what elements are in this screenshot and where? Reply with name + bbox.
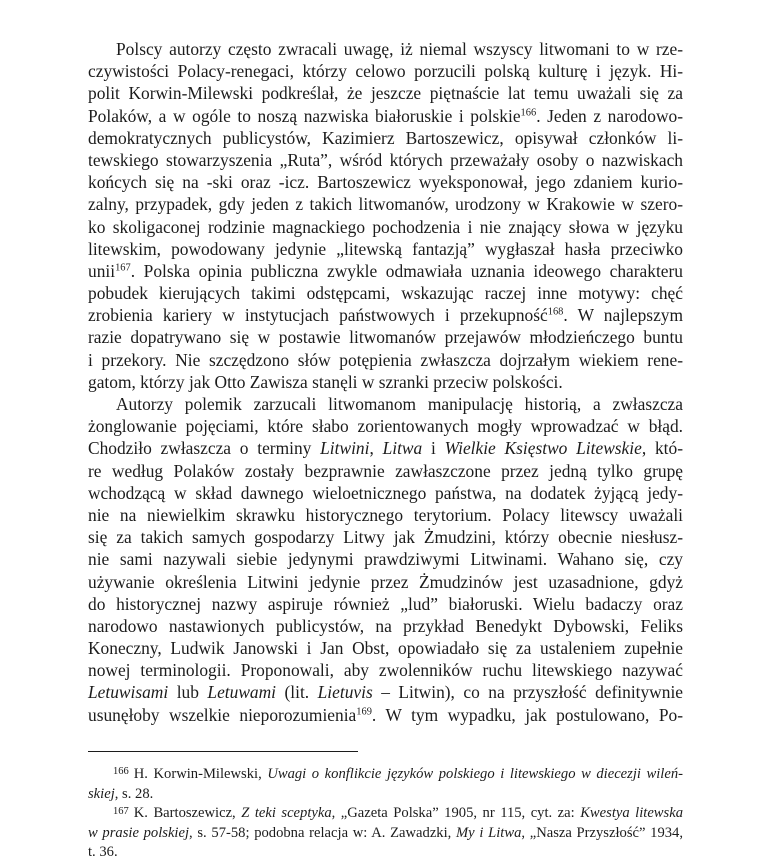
- footnote-number: 166: [113, 766, 129, 778]
- italic-text: skiej: [88, 785, 115, 802]
- main-text: [88, 38, 683, 726]
- text-segment: i: [422, 438, 445, 459]
- text-segment: zalny, przypadek, gdy jeden z takich litwomanów, urodzony w Krakowie w szero-: [88, 194, 683, 215]
- italic-text: w prasie polskiej: [88, 824, 190, 841]
- text-segment: re według Polaków zostały bezprawnie zawłaszczone przez jedną tylko grupę: [88, 460, 683, 481]
- text-segment: używanie określenia Litwini jedynie przez Żmudzinów jest uzasadnione, gdyż: [88, 571, 683, 592]
- italic-text: Z teki sceptyka: [241, 805, 332, 822]
- footnotes: [88, 765, 683, 863]
- text-line: [88, 482, 683, 504]
- footnote-line: [88, 843, 683, 863]
- text-segment: gatom, którzy jak Otto Zawisza stanęli w szranki przeciw polskości.: [88, 371, 563, 392]
- text-segment: , „Nasza Przyszłość” 1934,: [521, 824, 683, 841]
- text-line: [88, 415, 683, 437]
- text-segment: H. Korwin-Milewski,: [133, 766, 268, 782]
- text-segment: litewskim, powodowany jedynie „litewską fantazją” wygłaszał hasła przeciwko: [88, 238, 683, 259]
- footnote-reference: 169: [356, 706, 372, 718]
- text-segment: nie na niewielkim skrawku historycznego terytorium. Polacy litewscy uważali: [88, 504, 683, 525]
- text-segment: pobudek kierujących takimi odstępcami, wskazując raczej inne motywy: chęć: [88, 283, 683, 304]
- text-line: [88, 282, 683, 304]
- text-segment: , s. 57-58; podobna relacja w: A. Zawadzki,: [189, 824, 457, 841]
- text-segment: Autorzy polemik zarzucali litwomanom manipulację historią, a zwłaszcza: [116, 394, 683, 414]
- text-line: [88, 326, 683, 348]
- text-line: [88, 193, 683, 215]
- text-segment: wchodzącą w skład dawnego wieloetnicznego państwa, na dodatek żyjącą jedy-: [88, 482, 683, 503]
- footnote-number: 167: [113, 805, 129, 817]
- italic-text: My i Litwa: [456, 824, 522, 841]
- text-line: [88, 38, 683, 60]
- text-line: [88, 393, 683, 415]
- text-segment: Polscy autorzy często zwracali uwagę, iż niemal wszyscy litwomani to w rze-: [116, 39, 683, 59]
- text-segment: ,: [369, 438, 383, 459]
- text-segment: unii: [88, 260, 116, 281]
- italic-text: Uwagi o konflikcie języków polskiego i litewskiego w diecezji wileń-: [267, 766, 683, 782]
- footnote-reference: 167: [115, 262, 131, 274]
- text-segment: . W tym wypadku, jak postulowano, Po-: [371, 704, 683, 725]
- footnote-reference: 166: [520, 107, 537, 119]
- italic-text: Lietuvis: [317, 682, 373, 703]
- text-segment: do historycznej nazwy aspiruje również „lud” białoruski. Wielu badaczy oraz: [88, 593, 683, 614]
- text-segment: narodowo nastawionych publicystów, na przykład Benedykt Dybowski, Feliks: [88, 615, 683, 636]
- text-segment: – Litwin), co na przyszłość definitywnie: [372, 682, 683, 703]
- footnote-line: [88, 804, 683, 824]
- text-segment: , s. 28.: [114, 785, 154, 802]
- text-segment: Chodziło zwłaszcza o terminy: [88, 438, 321, 459]
- text-line: [88, 659, 683, 681]
- text-segment: zrobienia kariery w instytucjach państwowych i przekupność: [88, 305, 548, 326]
- text-segment: , „Gazeta Polska” 1905, nr 115, cyt. za:: [331, 805, 581, 822]
- italic-text: Litwa: [382, 438, 423, 459]
- italic-text: Letuwisami: [88, 682, 169, 703]
- footnote-line: [88, 824, 683, 844]
- text-segment: . W najlepszym: [563, 305, 684, 326]
- text-segment: Koneczny, Ludwik Janowski i Jan Obst, opowiadało się za ustaleniem zupełnie: [88, 638, 683, 659]
- footnote-line: [88, 785, 683, 805]
- text-segment: końcych się na -ski oraz -icz. Bartoszewicz wyeksponował, jego zdaniem kurio-: [88, 172, 683, 193]
- text-segment: się za takich samych gospodarzy Litwy jak Żmudzini, którzy obecnie niesłusz-: [88, 527, 683, 548]
- text-segment: demokratycznych publicystów, Kazimierz Bartoszewicz, opisywał członków li-: [88, 127, 683, 148]
- italic-text: Wielkie Księstwo Litewskie: [444, 438, 642, 459]
- text-line: [88, 637, 683, 659]
- text-segment: czywistości Polacy-renegaci, którzy celowo porzucili polską kulturę i język. Hi-: [88, 61, 683, 82]
- text-line: [88, 681, 683, 703]
- text-segment: nie sami nazywali siebie jedynymi prawdziwymi Litwinami. Wahano się, czy: [88, 549, 683, 570]
- text-line: [88, 216, 683, 238]
- text-segment: polit Korwin-Milewski podkreślał, że jeszcze piętnaście lat temu uważali się za: [88, 83, 683, 104]
- text-line: [88, 371, 683, 393]
- text-line: [88, 504, 683, 526]
- text-segment: lub: [168, 682, 208, 703]
- text-segment: tewskiego stowarzyszenia „Ruta”, wśród których przeważały osoby o nazwiskach: [88, 149, 683, 170]
- text-line: [88, 171, 683, 193]
- text-segment: usunęłoby wszelkie nieporozumienia: [88, 704, 357, 725]
- text-line: [88, 437, 683, 459]
- text-line: [88, 238, 683, 260]
- text-segment: (lit.: [276, 682, 318, 703]
- text-segment: K. Bartoszewicz,: [133, 805, 242, 822]
- text-segment: Polaków, a w ogóle to noszą nazwiska białoruskie i polskie: [88, 105, 521, 126]
- footnote-line: [88, 765, 683, 785]
- text-line: [88, 105, 683, 127]
- text-segment: razie dopatrywano się w postawie litwomanów przejawów młodzieńczego buntu: [88, 327, 683, 348]
- text-line: [88, 548, 683, 570]
- text-line: [88, 615, 683, 637]
- text-line: [88, 349, 683, 371]
- text-line: [88, 82, 683, 104]
- text-line: [88, 526, 683, 548]
- text-segment: nowej terminologii. Proponowali, aby zwolenników ruchu litewskiego nazywać: [88, 660, 683, 681]
- text-line: [88, 593, 683, 615]
- text-segment: t. 36.: [88, 844, 118, 861]
- italic-text: Litwini: [320, 438, 370, 459]
- italic-text: Kwestya litewska: [580, 805, 683, 822]
- text-segment: , któ-: [641, 438, 683, 459]
- italic-text: Letuwami: [207, 682, 277, 703]
- text-line: [88, 704, 683, 726]
- footnote-separator: [88, 751, 358, 752]
- text-line: [88, 304, 683, 326]
- footnote-reference: 168: [547, 306, 564, 318]
- text-line: [88, 149, 683, 171]
- text-segment: i przekory. Nie szczędzono słów potępienia zwłaszcza dojrzałym wiekiem rene-: [88, 349, 683, 370]
- text-line: [88, 127, 683, 149]
- text-line: [88, 60, 683, 82]
- text-line: [88, 460, 683, 482]
- text-line: [88, 260, 683, 282]
- text-segment: . Jeden z narodowo-: [536, 105, 683, 126]
- text-segment: żonglowanie pojęciami, które słabo zorientowanych mogły wprowadzać w błąd.: [88, 416, 683, 437]
- text-segment: ko skoligaconej rodzinie magnackiego pochodzenia i nie znający słowa w języku: [88, 216, 683, 237]
- text-line: [88, 571, 683, 593]
- text-segment: . Polska opinia publiczna zwykle odmawiała uznania ideowego charakteru: [130, 260, 683, 281]
